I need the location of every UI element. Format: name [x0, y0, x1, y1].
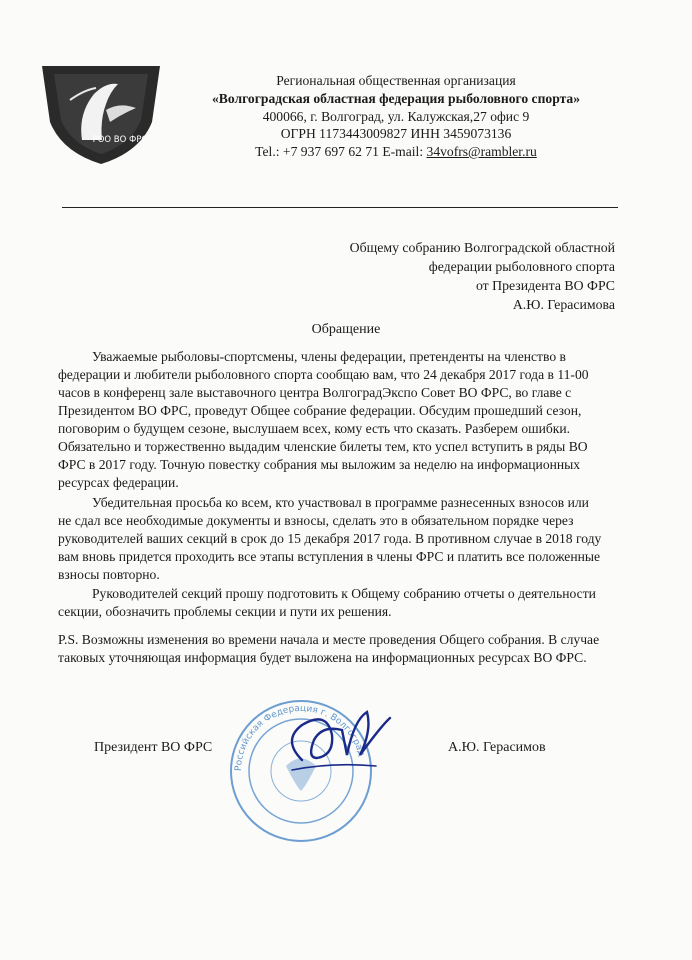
contacts-phone: Tel.: +7 937 697 62 71 E-mail:	[255, 144, 427, 159]
org-registration: ОГРН 1173443009827 ИНН 3459073136	[280, 126, 512, 141]
body-line: Президентом ВО ФРС, проведут Общее собрание федерации. Обсудим прошедший сезон,	[58, 403, 582, 418]
body-line: взносы повторно.	[58, 567, 160, 582]
ps-line: P.S. Возможны изменения во времени начала и месте проведения Общего собрания. В случае	[58, 632, 600, 647]
addressee-line-3: от Президента ВО ФРС	[475, 278, 615, 293]
body-line: Убедительная просьба ко всем, кто участвовал в программе разнесенных взносов или	[92, 495, 589, 510]
org-name: «Волгоградская областная федерация рыболовного спорта»	[211, 91, 581, 106]
header-divider	[62, 207, 618, 208]
body-line: поговорим о будущем сезоне, выслушаем всех, кому есть что сказать. Разберем ошибки.	[58, 421, 571, 436]
signatory-position: Президент ВО ФРС	[94, 740, 213, 755]
body-line: Уважаемые рыболовы-спортсмены, члены федерации, претенденты на членство в	[92, 349, 566, 364]
handwritten-signature	[272, 700, 392, 790]
org-type: Региональная общественная организация	[276, 73, 516, 88]
body-line: Обязательно и торжественно выдадим членские билеты тем, кто успел вступить в ряды ВО	[58, 439, 588, 454]
addressee-line-1: Общему собранию Волгоградской областной	[349, 240, 615, 255]
body-line: Руководителей секций прошу подготовить к Общему собранию отчеты о деятельности	[92, 586, 596, 601]
body-line: федерации и любители рыболовного спорта сообщаю вам, что 24 декабря 2017 года в 11-00	[58, 367, 589, 382]
body-line: руководителей ваших секций в срок до 15 декабря 2017 года. В противном случае в 2018 году	[58, 531, 602, 546]
ps-line: таковых уточняющая информация будет выложена на информационных ресурсах ВО ФРС.	[58, 650, 587, 665]
body-line: секции, обозначить проблемы секции и пути их решения.	[58, 604, 392, 619]
org-contacts	[200, 143, 592, 161]
body-line: вам вновь придется проходить все этапы вступления в члены ФРС и платить все положенные	[58, 549, 601, 564]
addressee-line-4: А.Ю. Герасимова	[512, 297, 615, 312]
letter-title: Обращение	[311, 322, 381, 337]
addressee-line-2: федерации рыболовного спорта	[428, 259, 615, 274]
body-line: не сдал все необходимые документы и взносы, сделать это в обязательном порядке через	[58, 513, 574, 528]
body-line: ресурсах федерации.	[58, 475, 179, 490]
logo-text: РОО ВО ФРС	[92, 135, 148, 145]
email-link[interactable]: 34vofrs@rambler.ru	[426, 144, 537, 159]
body-line: часов в конференц зале выставочного центра ВолгоградЭкспо Совет ВО ФРС, во главе с	[58, 385, 572, 400]
federation-logo	[40, 64, 162, 166]
signatory-name: А.Ю. Герасимов	[448, 740, 546, 755]
svg-text:Российская Федерация г. Волгог: Российская Федерация г. Волгоград	[233, 703, 367, 772]
org-address: 400066, г. Волгоград, ул. Калужская,27 офис 9	[262, 109, 530, 124]
body-line: ФРС в 2017 году. Точную повестку собрания мы выложим за неделю на информационных	[58, 457, 581, 472]
